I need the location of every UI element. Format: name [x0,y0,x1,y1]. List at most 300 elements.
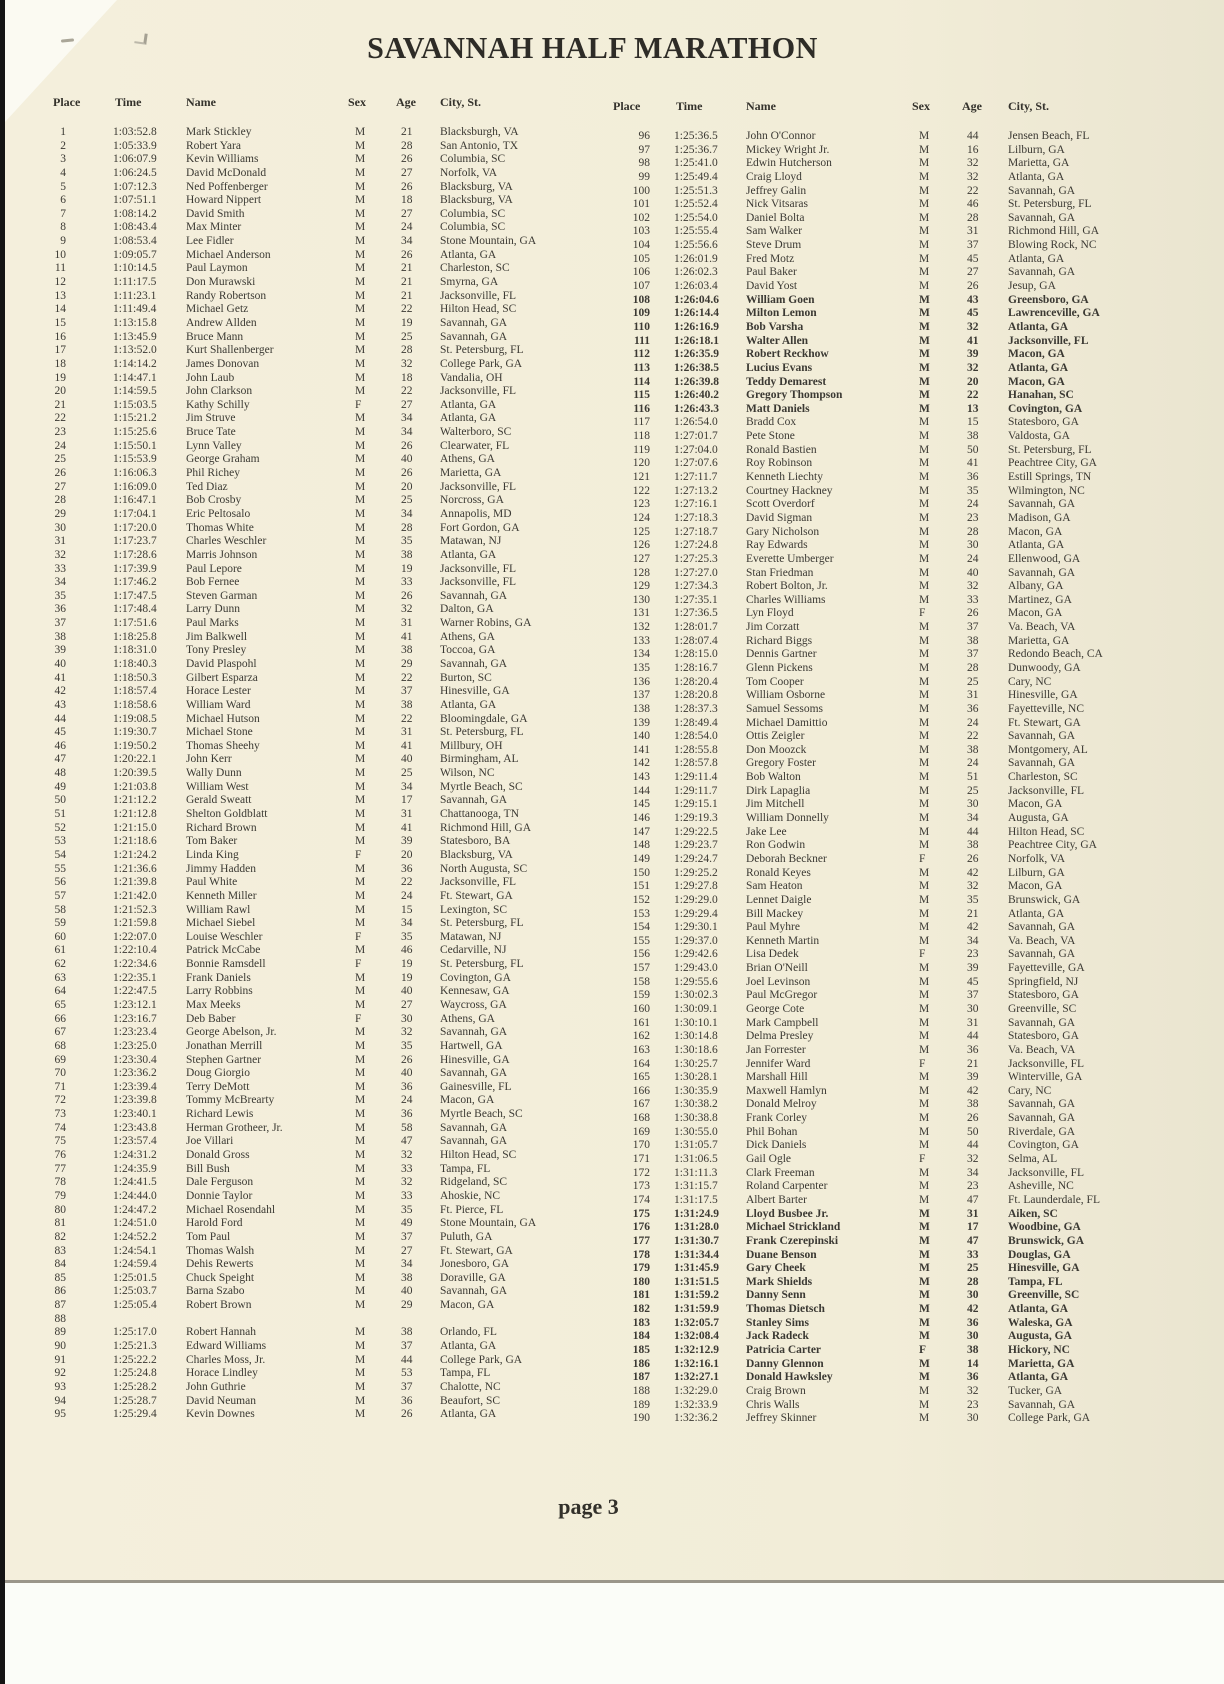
cell-name: Barna Szabo [186,1285,245,1298]
result-row [50,931,597,945]
cell-sex: F [355,398,362,411]
cell-name: Thomas Walsh [186,1244,255,1257]
cell-name: Paul Myhre [746,921,800,934]
cell-city: Marietta, GA [1008,634,1070,647]
result-row [610,171,1177,185]
cell-place: 114 [633,375,650,388]
cell-age: 24 [401,889,413,902]
cell-place: 69 [54,1053,66,1066]
result-row [610,457,1177,471]
cell-sex: M [355,248,366,261]
cell-city: Macon, GA [440,1299,495,1312]
cell-name: Craig Lloyd [746,170,802,183]
cell-age: 27 [401,999,413,1011]
cell-name: Michael Getz [186,303,249,316]
result-row [610,1371,1177,1385]
result-row [50,672,597,686]
cell-place: 53 [54,835,66,848]
cell-name: Max Meeks [186,999,241,1011]
result-row [50,1299,597,1313]
cell-time: 1:19:08.5 [113,712,157,725]
cell-sex: M [919,825,930,838]
cell-place: 115 [633,389,650,402]
cell-time: 1:16:09.0 [113,480,157,493]
cell-name: Terry DeMott [186,1080,250,1093]
result-row [50,617,597,631]
cell-sex: M [355,494,366,507]
cell-age: 39 [967,1071,979,1084]
cell-sex: M [355,357,366,370]
cell-age: 40 [401,453,413,466]
result-row [50,576,597,590]
cell-name: Robert Hannah [186,1326,256,1339]
cell-age: 32 [401,357,413,370]
cell-place: 43 [54,698,66,711]
cell-age: 17 [401,794,413,807]
cell-name: Bonnie Ramsdell [186,958,266,971]
cell-sex: M [919,239,930,252]
cell-city: Atlanta, GA [440,548,497,561]
cell-place: 142 [632,757,650,770]
cell-time: 1:17:48.4 [113,603,157,616]
cell-place: 42 [54,685,66,698]
cell-time: 1:32:27.1 [674,1371,720,1384]
cell-name: Lyn Floyd [746,607,794,620]
cell-age: 24 [967,716,979,729]
cell-place: 136 [632,675,650,688]
cell-age: 37 [401,1230,413,1243]
cell-city: Stone Mountain, GA [440,1217,537,1230]
cell-place: 74 [54,1121,66,1134]
cell-place: 169 [632,1125,650,1138]
cell-sex: M [355,971,366,984]
cell-place: 70 [54,1067,66,1080]
cell-name: Gregory Foster [746,757,816,770]
result-row [50,917,597,931]
result-row [610,1344,1177,1358]
cell-time [113,1313,186,1327]
cell-time: 1:21:12.2 [113,794,157,807]
column-header-city: City, St. [440,95,482,109]
cell-place: 49 [54,780,66,793]
cell-age: 25 [401,330,413,343]
cell-age: 14 [967,1357,979,1370]
result-row [610,976,1177,990]
cell-time: 1:24:51.0 [113,1217,157,1230]
cell-name: Wally Dunn [186,767,242,780]
cell-city: Selma, AL [1008,1153,1058,1166]
cell-sex: M [355,412,366,425]
cell-age: 25 [967,675,979,688]
cell-sex: M [355,426,366,439]
cell-place: 151 [632,880,650,893]
cell-name: Linda King [186,848,239,861]
cell-age: 34 [967,812,979,825]
cell-name: George Cote [746,1003,805,1015]
cell-time: 1:25:05.4 [113,1299,157,1312]
cell-time: 1:23:30.4 [113,1053,157,1066]
cell-place: 159 [632,989,650,1002]
cell-city: Savannah, GA [1008,498,1076,511]
cell-time: 1:32:08.4 [674,1330,720,1343]
cell-time: 1:27:25.3 [674,552,718,565]
cell-age: 20 [401,480,413,493]
result-row [50,303,597,317]
cell-city: Jensen Beach, FL [1008,130,1090,142]
cell-city: Kennesaw, GA [440,985,510,998]
result-row [610,908,1177,922]
cell-age: 35 [967,484,979,497]
cell-name: Danny Glennon [746,1357,824,1370]
cell-city: Savannah, GA [1008,1016,1076,1029]
cell-age: 44 [967,1030,979,1043]
cell-time: 1:25:54.0 [674,211,718,224]
cell-age: 33 [967,1248,979,1261]
cell-city: Savannah, GA [1008,921,1076,934]
cell-city: Greenville, SC [1008,1003,1077,1015]
cell-city: Hilton Head, SC [1008,825,1085,838]
cell-place: 155 [632,934,650,947]
cell-city: Martinez, GA [1008,593,1072,606]
table-header-left [50,95,597,109]
cell-age: 24 [967,552,979,565]
cell-sex: M [919,211,930,224]
cell-sex: M [919,143,930,156]
cell-city: Ft. Pierce, FL [440,1203,504,1216]
cell-name: Randy Robertson [186,289,267,302]
cell-sex: M [355,1135,366,1148]
cell-city: Columbia, SC [440,207,506,220]
result-row [50,535,597,549]
cell-city: Savannah, GA [1008,1398,1076,1411]
cell-name: Bill Mackey [746,907,804,920]
cell-place: 20 [54,385,66,398]
cell-age: 38 [967,430,979,443]
cell-sex: M [919,266,930,279]
cell-place: 171 [632,1153,650,1166]
cell-time: 1:25:28.2 [113,1380,157,1393]
cell-time: 1:29:24.7 [674,852,718,865]
cell-name: Mark Stickley [186,126,252,138]
result-row [610,1412,1177,1426]
cell-city: Greenville, SC [1008,1289,1080,1302]
cell-time: 1:24:35.9 [113,1162,157,1175]
column-header-age: Age [396,95,416,109]
result-row [50,1231,597,1245]
cell-sex: M [355,944,366,957]
cell-time: 1:28:16.7 [674,661,718,674]
cell-name: Robert Bolton, Jr. [746,580,828,593]
result-row [610,512,1177,526]
cell-age: 38 [401,1271,413,1284]
cell-city: Atlanta, GA [1008,361,1069,374]
cell-sex: M [919,675,930,688]
cell-age [394,1313,438,1327]
cell-place: 7 [60,207,66,220]
cell-age: 38 [401,548,413,561]
cell-time: 1:31:11.3 [674,1166,718,1179]
cell-sex: M [919,1112,930,1125]
cell-age: 21 [967,1057,979,1070]
cell-time: 1:21:52.3 [113,903,157,916]
cell-sex: M [919,498,930,511]
cell-age: 26 [401,248,413,261]
result-row [50,1026,597,1040]
result-row [50,481,597,495]
cell-age: 35 [401,930,413,943]
result-row [610,498,1177,512]
cell-city: Marietta, GA [1008,157,1070,170]
cell-name: Lennet Daigle [746,893,812,906]
cell-place: 189 [632,1398,650,1411]
cell-place: 166 [632,1084,650,1097]
cell-city: Chattanooga, TN [440,808,519,821]
cell-city: St. Petersburg, FL [1008,198,1092,211]
cell-time: 1:25:01.5 [113,1271,157,1284]
cell-city: Clearwater, FL [440,439,510,452]
cell-age: 20 [401,848,413,861]
cell-age: 34 [401,426,413,439]
cell-place: 182 [632,1303,650,1316]
cell-time: 1:15:21.2 [113,412,157,425]
cell-sex: M [355,698,366,711]
cell-sex: M [919,648,930,661]
cell-sex: M [355,1394,366,1407]
cell-sex: M [919,198,930,211]
cell-place: 112 [633,348,650,361]
cell-place: 107 [632,280,650,293]
cell-age: 31 [967,1207,979,1220]
cell-name: Howard Nippert [186,194,262,207]
cell-city: Lilburn, GA [1008,143,1065,156]
result-row [610,989,1177,1003]
cell-place: 84 [54,1258,66,1271]
cell-sex: M [355,535,366,548]
cell-city: Woodbine, GA [1008,1221,1081,1234]
cell-age: 21 [401,276,413,289]
cell-name: Milton Lemon [746,307,817,320]
cell-sex: F [919,948,926,961]
cell-name: Jimmy Hadden [186,862,256,875]
cell-place: 110 [633,320,650,333]
cell-age: 13 [967,402,979,415]
cell-sex: M [919,661,930,674]
cell-age: 30 [967,1412,979,1425]
cell-name: Jim Mitchell [746,798,805,811]
cell-age: 36 [967,1371,979,1384]
cell-time: 1:21:42.0 [113,889,157,902]
cell-place: 85 [54,1271,66,1284]
cell-sex: M [919,184,930,197]
cell-time: 1:11:49.4 [113,303,157,316]
cell-time: 1:23:23.4 [113,1026,157,1039]
cell-time: 1:24:44.0 [113,1189,157,1202]
result-row [610,539,1177,553]
cell-sex: M [919,170,930,183]
cell-sex: M [355,180,366,193]
cell-place: 88 [54,1312,66,1325]
cell-city: Jacksonville, FL [1008,784,1085,797]
result-row [50,876,597,890]
cell-time: 1:06:24.5 [113,166,157,179]
cell-sex: M [355,1149,366,1162]
cell-city: St. Petersburg, FL [440,344,524,357]
cell-name: Roy Robinson [746,457,813,470]
cell-time: 1:23:16.7 [113,1012,157,1025]
cell-sex: M [355,207,366,220]
cell-city: Beaufort, SC [440,1394,501,1407]
result-row [610,1098,1177,1112]
result-row [610,962,1177,976]
cell-time: 1:30:10.1 [674,1016,718,1029]
cell-place: 94 [54,1394,66,1407]
cell-name: Horace Lester [186,685,251,698]
cell-age: 21 [401,126,413,138]
cell-sex: F [919,852,926,865]
cell-age: 27 [967,266,979,279]
result-row [50,726,597,740]
cell-time: 1:31:45.9 [674,1262,720,1275]
result-row [50,958,597,972]
cell-sex: M [919,457,930,470]
cell-place: 91 [54,1353,66,1366]
cell-time: 1:32:12.9 [674,1344,720,1357]
cell-city: Wilson, NC [440,767,495,780]
cell-name: Gail Ogle [746,1153,792,1166]
result-row [610,853,1177,867]
cell-place: 131 [632,607,650,620]
cell-city: Hilton Head, SC [440,303,517,316]
cell-place: 116 [633,402,650,415]
cell-place: 23 [54,426,66,439]
result-row [50,1381,597,1395]
cell-city: Marietta, GA [440,467,502,480]
cell-sex: M [355,794,366,807]
cell-place: 120 [632,457,650,470]
cell-place: 52 [54,821,66,834]
cell-city: Atlanta, GA [440,248,497,261]
cell-place: 124 [632,511,650,524]
cell-place: 156 [632,948,650,961]
cell-city: Hickory, NC [1008,1344,1070,1357]
result-row [610,1194,1177,1208]
result-row [50,863,597,877]
cell-place: 33 [54,562,66,575]
cell-age: 36 [401,1108,413,1121]
cell-city: Myrtle Beach, SC [440,1108,523,1121]
cell-time: 1:18:57.4 [113,685,157,698]
cell-city: Macon, GA [1008,525,1063,538]
cell-name: Deborah Beckner [746,852,827,865]
cell-time: 1:25:21.3 [113,1340,157,1353]
cell-city: Savannah, GA [1008,184,1076,197]
cell-time: 1:29:22.5 [674,825,718,838]
cell-sex: M [355,166,366,179]
cell-time: 1:30:18.6 [674,1043,718,1056]
cell-sex: M [919,157,930,170]
cell-name: Jan Forrester [746,1043,806,1056]
result-row [610,730,1177,744]
cell-age: 33 [401,1189,413,1202]
cell-name: Scott Overdorf [746,498,815,511]
cell-name: Joe Villari [186,1135,234,1148]
cell-sex: M [355,1230,366,1243]
cell-time: 1:27:27.0 [674,566,718,579]
cell-place: 41 [54,671,66,684]
cell-name: Michael Stone [186,726,253,739]
cell-name: Dehis Rewerts [186,1258,254,1271]
cell-age: 22 [401,712,413,725]
cell-sex: M [919,921,930,934]
cell-city: Myrtle Beach, SC [440,780,523,793]
result-row [610,1235,1177,1249]
cell-city: Jesup, GA [1008,280,1056,293]
cell-city: Wilmington, NC [1008,484,1085,497]
cell-time: 1:31:05.7 [674,1139,718,1152]
cell-city: Va. Beach, VA [1008,1043,1076,1056]
cell-place: 45 [54,726,66,739]
cell-name: Bradd Cox [746,416,797,429]
cell-name: Delma Presley [746,1030,814,1043]
cell-sex: M [355,262,366,275]
cell-age: 50 [967,443,979,456]
cell-city: Va. Beach, VA [1008,621,1076,634]
cell-age: 30 [967,1003,979,1015]
result-row [50,944,597,958]
cell-city: Blacksburg, VA [440,194,513,207]
cell-sex: M [919,975,930,988]
cell-sex: M [355,548,366,561]
cell-age: 28 [967,211,979,224]
cell-sex: M [355,1271,366,1284]
cell-time: 1:25:22.2 [113,1353,157,1366]
cell-city: Savannah, GA [440,794,508,807]
result-row [50,822,597,836]
cell-name: Frank Daniels [186,971,251,984]
cell-age: 26 [967,852,979,865]
cell-time: 1:26:01.9 [674,252,718,265]
cell-age: 22 [401,303,413,316]
result-row [610,1221,1177,1235]
result-row [50,631,597,645]
result-row [50,849,597,863]
cell-time: 1:18:31.0 [113,644,157,657]
cell-name: Horace Lindley [186,1367,258,1380]
cell-age: 22 [967,730,979,743]
cell-time: 1:31:24.9 [674,1207,720,1220]
cell-city: Jacksonville, FL [440,480,517,493]
cell-name: Phil Richey [186,467,240,480]
cell-age: 22 [967,389,979,402]
cell-time: 1:24:52.2 [113,1230,157,1243]
cell-time: 1:29:25.2 [674,866,718,879]
cell-city: Fort Gordon, GA [440,521,520,534]
cell-age: 22 [967,184,979,197]
cell-age: 33 [401,576,413,589]
cell-time: 1:32:05.7 [674,1316,720,1329]
cell-sex: M [919,771,930,784]
result-row [610,280,1177,294]
cell-time: 1:15:53.9 [113,453,157,466]
cell-time: 1:25:28.7 [113,1394,157,1407]
cell-place: 54 [54,848,66,861]
cell-name: Roland Carpenter [746,1180,828,1193]
cell-city: Atlanta, GA [1008,539,1065,552]
result-row [50,344,597,358]
cell-place: 141 [632,743,650,756]
cell-place: 186 [632,1357,650,1370]
cell-age: 38 [967,1344,979,1357]
